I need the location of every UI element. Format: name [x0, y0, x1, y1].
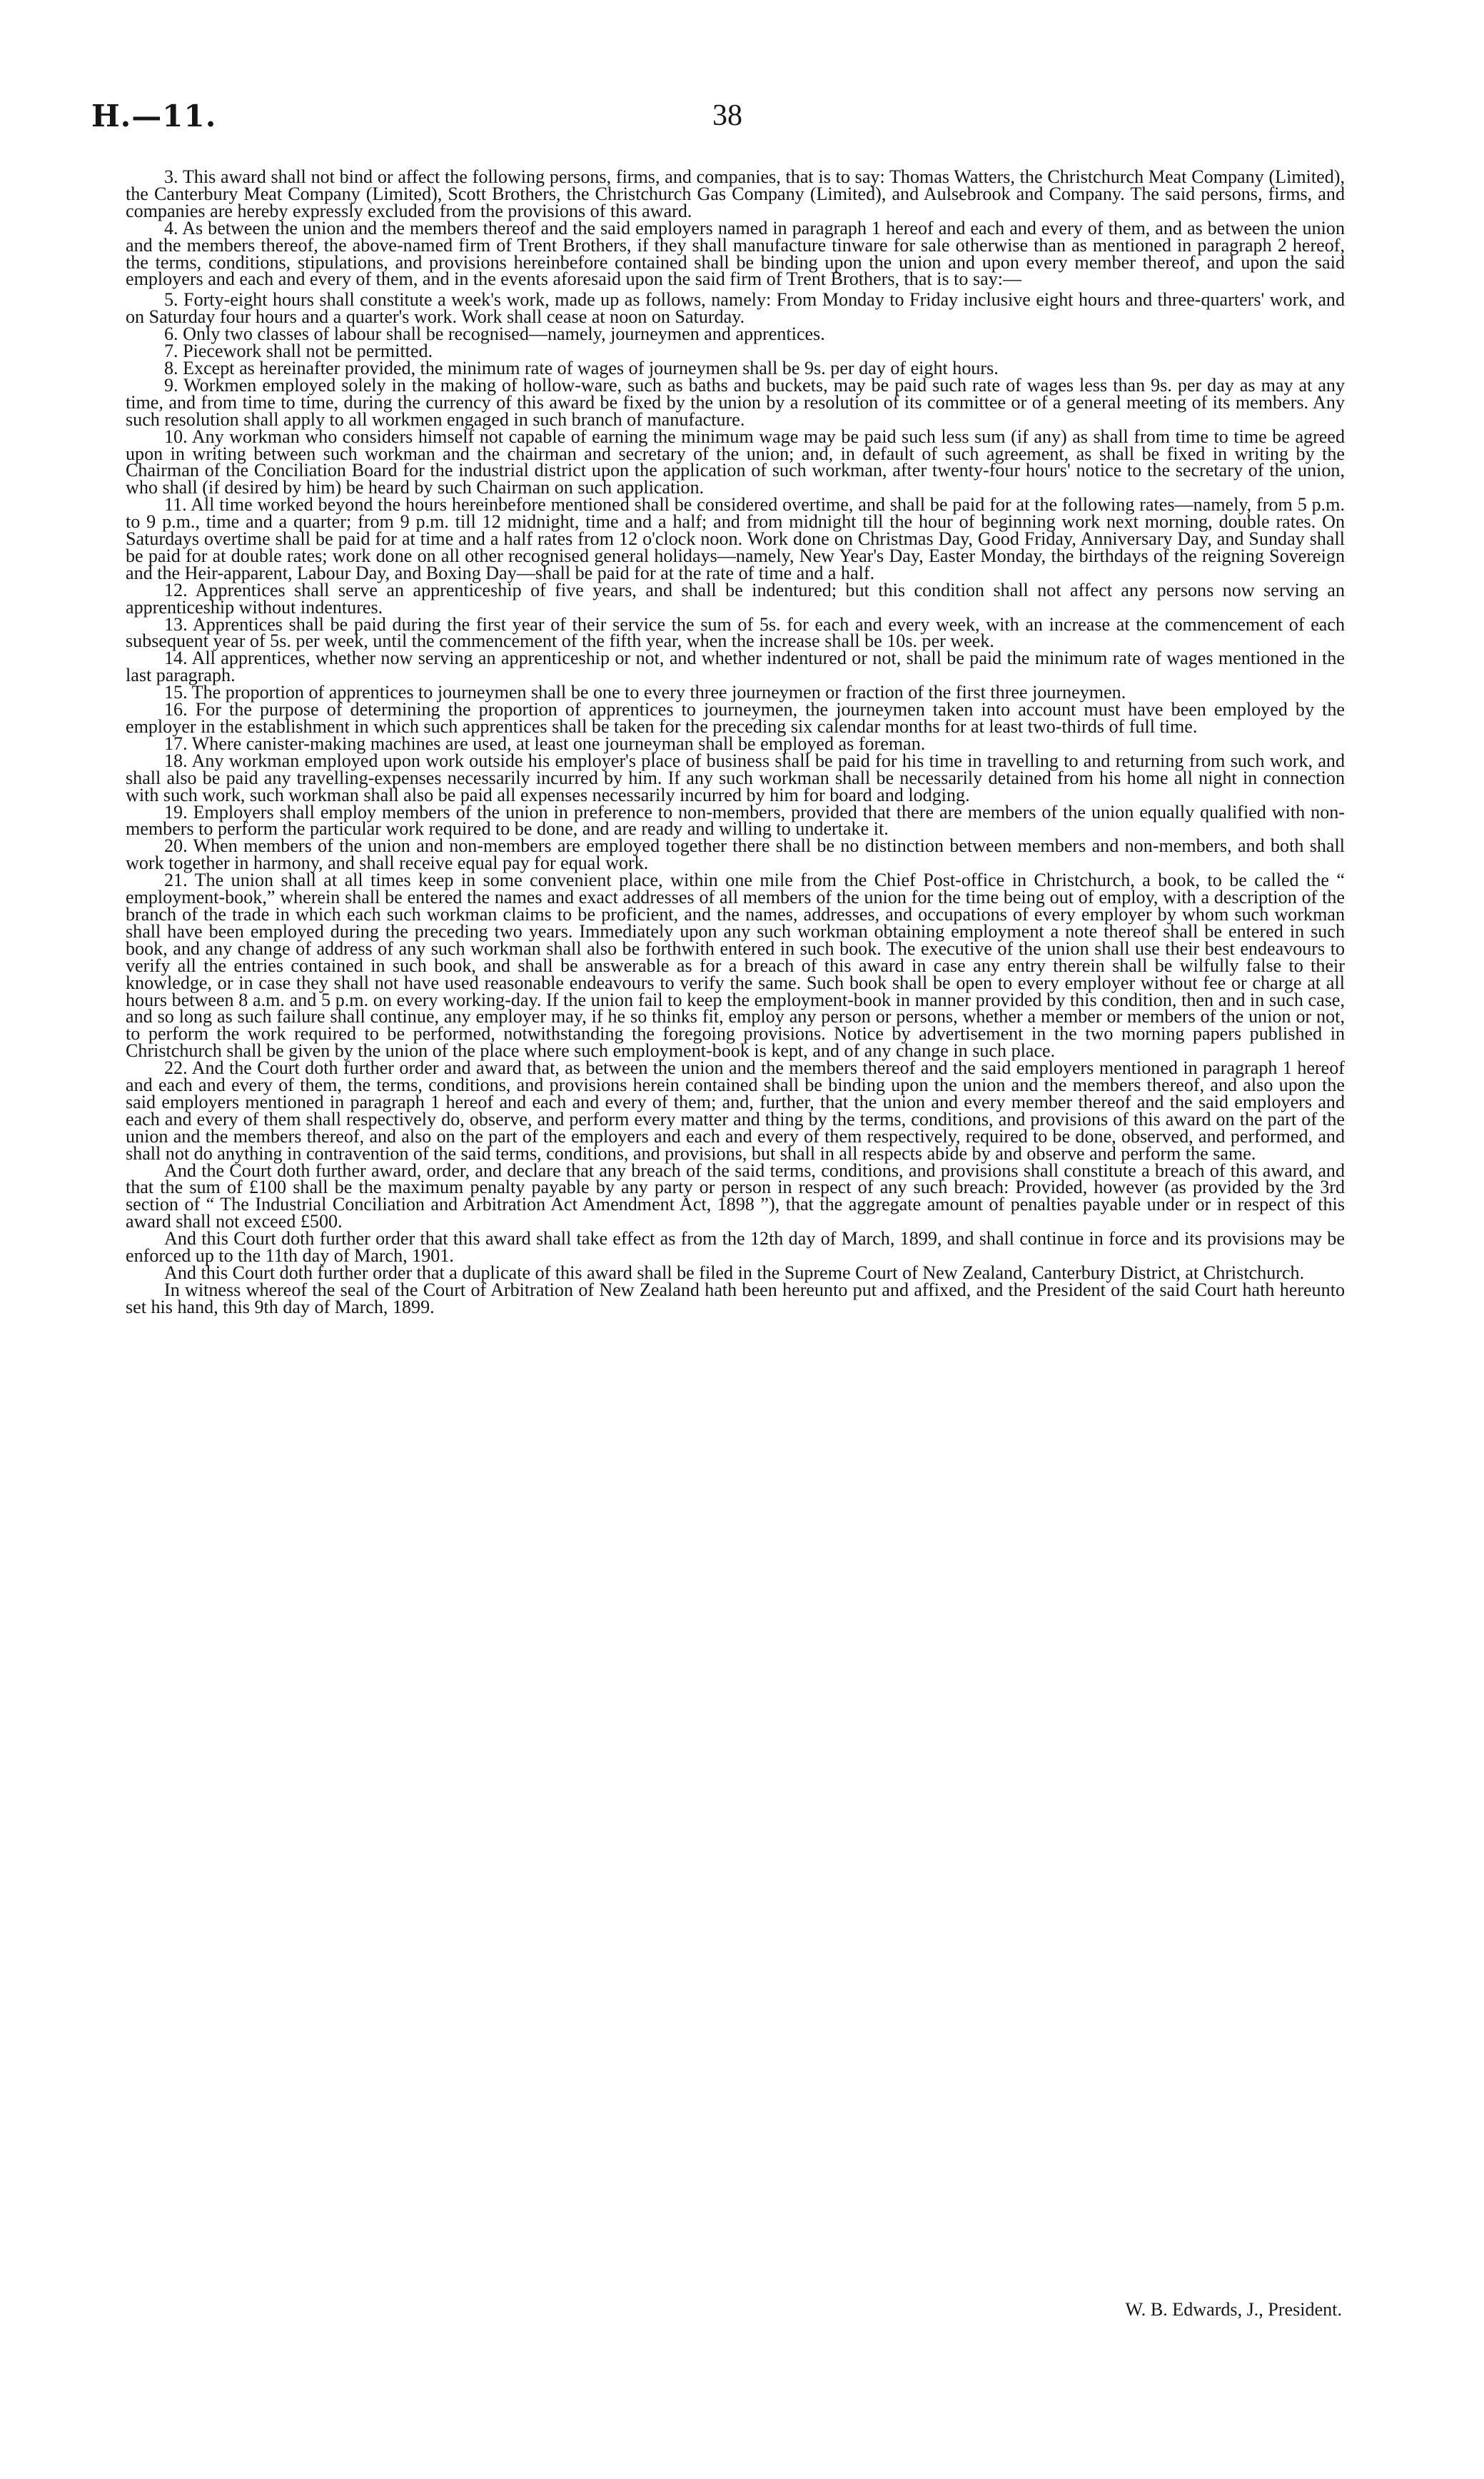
paragraph-21: 21. The union shall at all times keep in some convenient place, within one mile from the Chief Post-office in Christchurch, a book, to be called the “ employment-book,” wherein shall be entered the names and exact addresses of all members of the union for the time being out of employ, with a description of the branch of the trade in which each such workman claims to be proficient, and the names, addresses, and occupations of every employer by whom such workman shall have been employed during the preceding two years. Immediately upon any such workman obtaining employment a note thereof shall be entered in such book, and any change of address of any such workman shall also be forthwith entered in such book. The executive of the union shall use their best endeavours to verify all the entries contained in such book, and shall be answerable as for a breach of this award in case any entry therein shall be wilfully false to their knowledge, or in case they shall not have used reasonable endeavours to verify the same. Such book shall be open to every employer without fee or charge at all hours between 8 a.m. and 5 p.m. on every working-day. If the union fail to keep the employment-book in manner provided by this condition, then and in such case, and so long as such failure shall continue, any employer may, if he so thinks fit, employ any person or persons, whether a member or members of the union or not, to perform the work required to be performed, notwithstanding the foregoing provisions. Notice by advertisement in the two morning papers published in Christchurch shall be given by the union of the place where such employment-book is kept, and of any change in such place. — [126, 870, 1345, 1062]
paragraph-13: 13. Apprentices shall be paid during the first year of their service the sum of 5s. for each and every week, with an increase at the commencement of each subsequent year of 5s. per week, until the commencement of the fifth year, when the increase shall be 10s. per week. — [126, 613, 1345, 652]
paragraph-penalty: And the Court doth further award, order, and declare that any breach of the said terms, conditions, and provisions shall constitute a breach of this award, and that the sum of £100 shall be the maximum penalty payable by any party or person in respect of any such breach: Provided, however (as provided by the 3rd section of “ The Industrial Conciliation and Arbitration Act Amendment Act, 1898 ”), that the aggregate amount of penalties payable under or in respect of this award shall not exceed £500. — [126, 1160, 1345, 1232]
paragraph-9: 9. Workmen employed solely in the making of hollow-ware, such as baths and buckets, may be paid such rate of wages less than 9s. per day as may at any time, and from time to time, during the currency of this award be fixed by the union by a resolution of its committee or of a general meeting of its members. Any such resolution shall apply to all workmen engaged in such branch of manufacture. — [126, 374, 1345, 430]
paragraph-19: 19. Employers shall employ members of the union in preference to non-members, provided that there are members of the union equally qualified with non-members to perform the particular work required to be done, and are ready and willing to undertake it. — [126, 801, 1345, 840]
page-header — [91, 99, 1348, 141]
paragraph-18: 18. Any workman employed upon work outside his employer's place of business shall be paid for his time in travelling to and returning from such work, and shall also be paid any travelling-expenses necessarily incurred by him. If any such workman shall be necessarily detained from his home all night in connection with such work, such workman shall also be paid all expenses necessarily incurred by him for board and lodging. — [126, 750, 1345, 805]
paragraph-8: 8. Except as hereinafter provided, the minimum rate of wages of journeymen shall be 9s. per day of eight hours. — [164, 357, 999, 378]
signature-line: W. B. Edwards, J., President. — [1125, 2299, 1342, 2320]
paragraph-10: 10. Any workman who considers himself not capable of earning the minimum wage may be paid such less sum (if any) as shall from time to time be agreed upon in writing between such workman and the chairman and secretary of the union; and, in default of such agreement, as shall be fixed in writing by the Chairman of the Conciliation Board for the industrial district upon the application of such workman, after twenty-four hours' notice to the secretary of the union, who shall (if desired by him) be heard by such Chairman on such application. — [126, 426, 1345, 498]
paragraph-14: 14. All apprentices, whether now serving an apprenticeship or not, and whether indentured or not, shall be paid the minimum rate of wages mentioned in the last paragraph. — [126, 648, 1345, 686]
document-body — [126, 166, 1345, 1317]
paragraph-3: 3. This award shall not bind or affect the following persons, firms, and companies, that is to say: Thomas Watters, the Christchurch Meat Company (Limited), the Canterbury Meat Company (Limited), Scott Brothers, the Christchurch Gas Company (Limited), and Aulsebrook and Company. The said persons, firms, and companies are hereby expressly excluded from the provisions of this award. — [126, 166, 1345, 221]
paragraph-16: 16. For the purpose of determining the proportion of apprentices to journeymen, the journeymen taken into account must have been employed by the employer in the establishment in which such apprentices shall be taken for the preceding six calendar months for at least two-thirds of full time. — [126, 699, 1345, 737]
paragraph-17: 17. Where canister-making machines are used, at least one journeyman shall be employed as foreman. — [164, 733, 926, 754]
paragraph-7: 7. Piecework shall not be permitted. — [164, 341, 433, 362]
paragraph-filing: And this Court doth further order that a duplicate of this award shall be filed in the Supreme Court of New Zealand, Canterbury District, at Christchurch. — [164, 1262, 1305, 1283]
paragraph-22: 22. And the Court doth further order and award that, as between the union and the members thereof and the said employers mentioned in paragraph 1 hereof and each and every of them, the terms, conditions, and provisions herein contained shall be binding upon the union and the members thereof, and also upon the said employers mentioned in paragraph 1 hereof and each and every of them; and, further, that the union and every member thereof and the said employers and each and every of them shall respectively do, observe, and perform every matter and thing by the terms, conditions, and provisions of this award on the part of the union and the members thereof, and also on the part of the employers and each and every of them respectively, required to be done, observed, and performed, and shall not do anything in contravention of the said terms, conditions, and provisions, but shall in all respects abide by and observe and perform the same. — [126, 1057, 1345, 1164]
paragraph-20: 20. When members of the union and non-members are employed together there shall be no distinction between members and non-members, and both shall work together in harmony, and shall receive equal pay for equal work. — [126, 835, 1345, 874]
paragraph-witness: In witness whereof the seal of the Court of Arbitration of New Zealand hath been hereunto put and affixed, and the President of the said Court hath hereunto set his hand, this 9th day of March, 1899. — [126, 1279, 1345, 1317]
paragraph-5: 5. Forty-eight hours shall constitute a week's work, made up as follows, namely: From Monday to Friday inclusive eight hours and three-quarters' work, and on Saturday four hours and a quarter's work. Work shall cease at noon on Saturday. — [126, 289, 1345, 328]
paragraph-12: 12. Apprentices shall serve an apprenticeship of five years, and shall be indentured; but this condition shall not affect any persons now serving an apprenticeship without indentures. — [126, 579, 1345, 618]
paragraph-11: 11. All time worked beyond the hours hereinbefore mentioned shall be considered overtime, and shall be paid for at the following rates—namely, from 5 p.m. to 9 p.m., time and a quarter; from 9 p.m. till 12 midnight, time and a half; and from midnight till the hour of beginning work next morning, double rates. On Saturdays overtime shall be paid for at time and a half rates from 12 o'clock noon. Work done on Christmas Day, Good Friday, Anniversary Day, and Sunday shall be paid for at double rates; work done on all other recognised general holidays—namely, New Year's Day, Easter Monday, the birthdays of the reigning Sovereign and the Heir-apparent, Labour Day, and Boxing Day—shall be paid for at the rate of time and a half. — [126, 494, 1345, 583]
document-reference: H.—11. — [91, 99, 217, 134]
paragraph-effect: And this Court doth further order that this award shall take effect as from the 12th day of March, 1899, and shall continue in force and its provisions may be enforced up to the 11th day of March, 1901. — [126, 1228, 1345, 1267]
paragraph-15: 15. The proportion of apprentices to journeymen shall be one to every three journeymen or fraction of the first three journeymen. — [164, 682, 1126, 703]
paragraph-6: 6. Only two classes of labour shall be recognised—namely, journeymen and apprentices. — [164, 323, 825, 345]
paragraph-4: 4. As between the union and the members thereof and the said employers named in paragraph 1 hereof and each and every of them, and as between the union and the members thereof, the above-named firm of Trent Brothers, if they shall manufacture tinware for sale otherwise than as mentioned in paragraph 2 hereof, the terms, conditions, stipulations, and provisions hereinbefore contained shall be binding upon the union and upon every member thereof, and upon the said employers and each and every of them, and in the events aforesaid upon the said firm of Trent Brothers, that is to say:— — [126, 217, 1345, 290]
page-number: 38 — [712, 99, 742, 132]
